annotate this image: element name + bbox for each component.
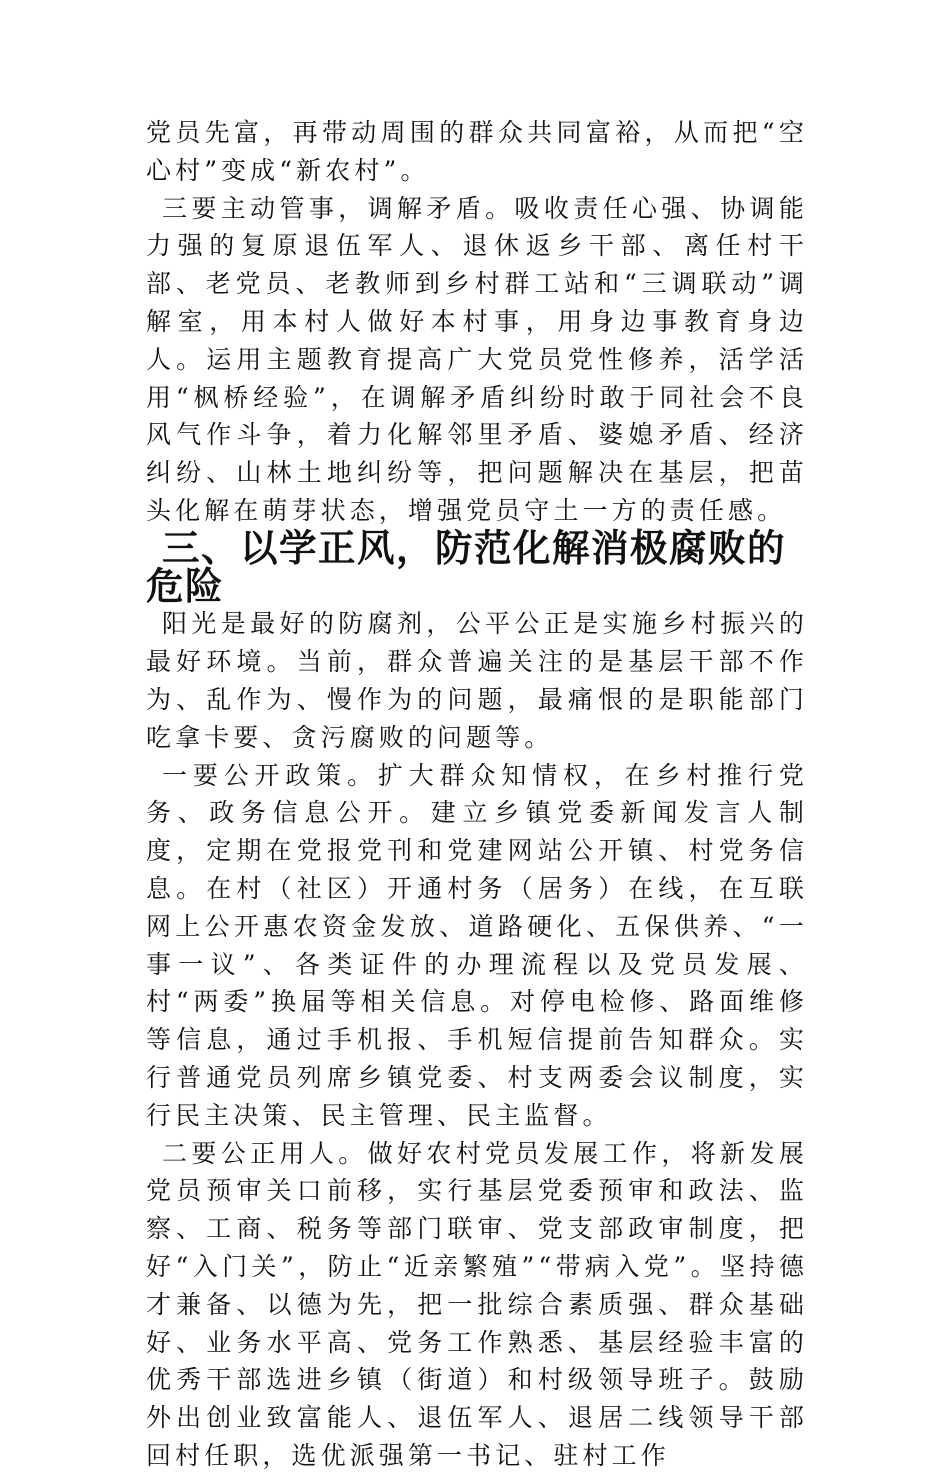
paragraph-fair-appointment: 二要公正用人。做好农村党员发展工作，将新发展党员预审关口前移，实行基层党委预审和政法、监察、工商、税务等部门联审、党支部政审制度，把好“入门关”，防止“近亲繁殖”“带病入党”。坚持德才兼备、以德为先，把一批综合素质强、群众基础好、业务水平高、党务工作熟悉、基层经验丰富的优秀干部选进乡镇（街道）和村级领导班子。鼓励外出创业致富能人、退伍军人、退居二线领导干部回村任职，选优派强第一书记、驻村工作 <box>146 1138 808 1470</box>
paragraph-mediate-disputes: 三要主动管事，调解矛盾。吸收责任心强、协调能力强的复原退伍军人、退休返乡干部、离任村干部、老党员、老教师到乡村群工站和“三调联动”调解室，用本村人做好本村事，用身边事教育身边人。运用主题教育提高广大党员党性修养，活学活用“枫桥经验”，在调解矛盾纠纷时敢于同社会不良风气作斗争，着力化解邻里矛盾、婆媳矛盾、经济纠纷、山林土地纠纷等，把问题解决在基层，把苗头化解在萌芽状态，增强党员守土一方的责任感。 <box>146 193 808 525</box>
paragraph-sunlight-anticorruption: 阳光是最好的防腐剂，公平公正是实施乡村振兴的最好环境。当前，群众普遍关注的是基层干部不作为、乱作为、慢作为的问题，最痛恨的是职能部门吃拿卡要、贪污腐败的问题等。 <box>146 609 808 752</box>
document-page <box>146 114 808 1475</box>
section-heading: 三、以学正风，防范化解消极腐败的危险 <box>146 525 786 608</box>
paragraph-open-policy: 一要公开政策。扩大群众知情权，在乡村推行党务、政务信息公开。建立乡镇党委新闻发言人制度，定期在党报党刊和党建网站公开镇、村党务信息。在村（社区）开通村务（居务）在线，在互联网上公开惠农资金发放、道路硬化、五保供养、“一事一议”、各类证件的办理流程以及党员发展、村“两委”换届等相关信息。对停电检修、路面维修等信息，通过手机报、手机短信提前告知群众。实行普通党员列席乡镇党委、村支两委会议制度，实行民主决策、民主管理、民主监督。 <box>146 760 808 1130</box>
paragraph-continuation: 党员先富，再带动周围的群众共同富裕，从而把“空心村”变成“新农村”。 <box>146 118 808 185</box>
